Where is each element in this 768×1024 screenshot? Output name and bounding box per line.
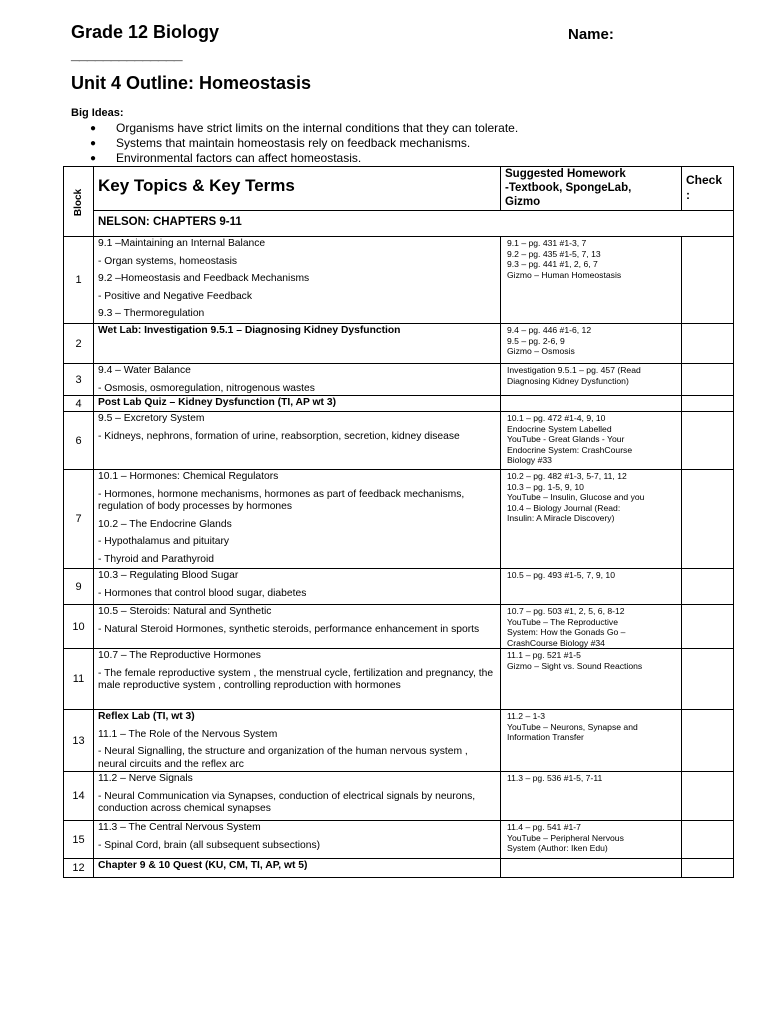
homework-line: YouTube – Peripheral Nervous	[507, 832, 624, 843]
check-cell[interactable]	[682, 396, 734, 412]
table-row	[64, 470, 734, 569]
homework-cell	[501, 605, 682, 649]
homework-line: Insulin: A Miracle Discovery)	[507, 513, 615, 523]
big-idea-item: ● Environmental factors can affect homeostasis.	[90, 151, 362, 165]
homework-line: YouTube - Great Glands - Your	[507, 434, 625, 444]
big-ideas-list	[71, 121, 518, 166]
unit-outline-table	[63, 166, 734, 878]
topic-line: - Kidneys, nephrons, formation of urine, reabsorption, secretion, kidney disease	[98, 430, 460, 442]
topics-cell	[94, 649, 501, 710]
block-number: 13	[64, 710, 94, 772]
chapters-heading: NELSON: CHAPTERS 9-11	[94, 211, 734, 237]
homework-line: Investigation 9.5.1 – pg. 457 (Read	[507, 365, 641, 375]
homework-line: 11.4 – pg. 541 #1-7	[507, 822, 581, 832]
homework-line: 9.4 – pg. 446 #1-6, 12	[507, 325, 592, 335]
topics-cell	[94, 605, 501, 649]
homework-line: 10.4 – Biology Journal (Read:	[507, 502, 621, 513]
table-row	[64, 772, 734, 821]
homework-line: 10.7 – pg. 503 #1, 2, 5, 6, 8-12	[507, 606, 625, 616]
check-cell[interactable]	[682, 649, 734, 710]
big-ideas-heading: Big Ideas:	[71, 107, 124, 119]
homework-cell	[501, 412, 682, 470]
table-row	[64, 396, 734, 412]
topics-cell	[94, 772, 501, 821]
table-row	[64, 821, 734, 859]
topic-line: - The female reproductive system , the menstrual cycle, fertilization and pregnancy, the male reproductive system , controlling reproduction with hormones	[98, 667, 494, 691]
block-number: 3	[64, 364, 94, 396]
topic-line: - Hormones that control blood sugar, diabetes	[98, 587, 307, 599]
check-cell[interactable]	[682, 772, 734, 821]
topic-line: 9.1 –Maintaining an Internal Balance	[98, 238, 266, 249]
topics-cell	[94, 710, 501, 772]
check-cell[interactable]	[682, 364, 734, 396]
block-number: 9	[64, 569, 94, 605]
block-number: 2	[64, 324, 94, 364]
topic-line: - Hypothalamus and pituitary	[98, 536, 230, 547]
chapters-row	[64, 211, 734, 237]
homework-line: 10.2 – pg. 482 #1-3, 5-7, 11, 12	[507, 471, 627, 481]
name-underline: ______________	[71, 46, 182, 63]
block-number: 14	[64, 772, 94, 821]
homework-line: YouTube – The Reproductive	[507, 616, 619, 627]
topics-cell	[94, 364, 501, 396]
topic-line: 11.3 – The Central Nervous System	[98, 822, 261, 833]
big-idea-item: ● Systems that maintain homeostasis rely on feedback mechanisms.	[90, 136, 471, 150]
block-number: 15	[64, 821, 94, 859]
homework-line: 9.3 – pg. 441 #1, 2, 6, 7	[507, 259, 598, 269]
homework-line: 9.1 – pg. 431 #1-3, 7	[507, 238, 587, 248]
homework-line: YouTube – Neurons, Synapse and	[507, 721, 638, 732]
homework-column-header: Suggested Homework -Textbook, SpongeLab, Gizmo	[501, 167, 682, 211]
check-cell[interactable]	[682, 569, 734, 605]
unit-title: Unit 4 Outline: Homeostasis	[71, 73, 312, 93]
topic-line: - Osmosis, osmoregulation, nitrogenous wastes	[98, 382, 315, 394]
table-row	[64, 649, 734, 710]
topics-cell	[94, 821, 501, 859]
block-number: 7	[64, 470, 94, 569]
homework-line: Gizmo – Osmosis	[507, 346, 575, 356]
block-number: 10	[64, 605, 94, 649]
homework-cell	[501, 470, 682, 569]
homework-cell	[501, 569, 682, 605]
block-number: 1	[64, 237, 94, 324]
course-title: Grade 12 Biology	[71, 22, 220, 42]
topic-line: - Organ systems, homeostasis	[98, 255, 238, 267]
homework-line: Endocrine System: CrashCourse	[507, 444, 633, 455]
check-cell[interactable]	[682, 605, 734, 649]
topic-line: 9.5 – Excretory System	[98, 413, 205, 424]
check-cell[interactable]	[682, 412, 734, 470]
topics-column-header: Key Topics & Key Terms	[94, 167, 501, 211]
homework-cell	[501, 364, 682, 396]
topic-line: Reflex Lab (TI, wt 3)	[98, 711, 195, 722]
homework-line: Gizmo – Human Homeostasis	[507, 269, 622, 280]
homework-cell	[501, 821, 682, 859]
homework-line: System: How the Gonads Go –	[507, 627, 626, 637]
topics-cell	[94, 396, 501, 412]
homework-line: 9.5 – pg. 2-6, 9	[507, 335, 565, 346]
check-cell[interactable]	[682, 821, 734, 859]
homework-line: Information Transfer	[507, 732, 584, 742]
bullet-icon: ●	[90, 153, 97, 164]
block-number: 6	[64, 412, 94, 470]
topic-line: 10.5 – Steroids: Natural and Synthetic	[98, 606, 272, 617]
block-number: 12	[64, 859, 94, 878]
table-row	[64, 324, 734, 364]
homework-line: Biology #33	[507, 455, 552, 465]
topic-line: - Thyroid and Parathyroid	[98, 553, 214, 565]
homework-line: Gizmo – Sight vs. Sound Reactions	[507, 660, 643, 671]
table-row	[64, 710, 734, 772]
homework-line: 10.5 – pg. 493 #1-5, 7, 9, 10	[507, 570, 615, 580]
topic-line: 10.3 – Regulating Blood Sugar	[98, 570, 239, 581]
homework-line: Diagnosing Kidney Dysfunction)	[507, 375, 629, 386]
topic-line: 9.2 –Homeostasis and Feedback Mechanisms	[98, 273, 310, 284]
homework-cell	[501, 324, 682, 364]
topic-line: - Positive and Negative Feedback	[98, 290, 252, 302]
topics-cell	[94, 569, 501, 605]
homework-cell	[501, 859, 682, 878]
topic-line: - Neural Signalling, the structure and organization of the human nervous system , neural circuits and the reflex arc	[98, 746, 468, 770]
homework-cell	[501, 649, 682, 710]
topic-line: Wet Lab: Investigation 9.5.1 – Diagnosing Kidney Dysfunction	[98, 325, 401, 336]
bullet-icon: ●	[90, 138, 97, 149]
table-header-row	[64, 167, 734, 211]
topic-line: 9.3 – Thermoregulation	[98, 308, 205, 319]
homework-line: YouTube – Insulin, Glucose and you	[507, 492, 645, 502]
table-row	[64, 605, 734, 649]
homework-cell	[501, 772, 682, 821]
homework-line: 9.2 – pg. 435 #1-5, 7, 13	[507, 248, 601, 259]
check-cell[interactable]	[682, 237, 734, 324]
topic-line: 10.7 – The Reproductive Hormones	[98, 650, 261, 661]
homework-cell	[501, 396, 682, 412]
table-row	[64, 237, 734, 324]
topics-cell	[94, 859, 501, 878]
block-number: 11	[64, 649, 94, 710]
topic-line: 11.1 – The Role of the Nervous System	[98, 728, 278, 740]
check-cell[interactable]	[682, 324, 734, 364]
homework-cell	[501, 710, 682, 772]
table-row	[64, 364, 734, 396]
homework-line: 11.3 – pg. 536 #1-5, 7-11	[507, 773, 603, 783]
table-row	[64, 859, 734, 878]
topics-cell	[94, 237, 501, 324]
homework-line: CrashCourse Biology #34	[507, 637, 605, 648]
topic-line: - Hormones, hormone mechanisms, hormones as part of feedback mechanisms, regulation of body processes by hormones	[98, 488, 465, 512]
topic-line: 10.1 – Hormones: Chemical Regulators	[98, 471, 279, 482]
block-column-header: Block	[64, 167, 94, 237]
topics-cell	[94, 324, 501, 364]
topic-line: Post Lab Quiz – Kidney Dysfunction (TI, AP wt 3)	[98, 397, 336, 408]
homework-cell	[501, 237, 682, 324]
topic-line: - Natural Steroid Hormones, synthetic steroids, performance enhancement in sports	[98, 623, 480, 635]
topic-line: Chapter 9 & 10 Quest (KU, CM, TI, AP, wt 5)	[98, 860, 308, 871]
topics-cell	[94, 412, 501, 470]
bullet-icon: ●	[90, 123, 97, 134]
big-idea-item: ● Organisms have strict limits on the internal conditions that they can tolerate.	[90, 121, 519, 135]
homework-line: System (Author: Iken Edu)	[507, 843, 608, 853]
table-row	[64, 569, 734, 605]
homework-line: 11.2 – 1-3	[507, 711, 546, 721]
homework-line: 10.1 – pg. 472 #1-4, 9, 10	[507, 413, 606, 423]
table-row	[64, 412, 734, 470]
block-number: 4	[64, 396, 94, 412]
homework-line: 11.1 – pg. 521 #1-5	[507, 650, 581, 660]
topic-line: - Spinal Cord, brain (all subsequent subsections)	[98, 839, 321, 851]
topic-line: 10.2 – The Endocrine Glands	[98, 518, 232, 530]
topic-line: 9.4 – Water Balance	[98, 365, 191, 376]
topic-line: 11.2 – Nerve Signals	[98, 773, 193, 784]
homework-line: 10.3 – pg. 1-5, 9, 10	[507, 481, 584, 492]
topic-line: - Neural Communication via Synapses, conduction of electrical signals by neurons, conduction across chemical synapses	[98, 790, 476, 814]
check-cell[interactable]	[682, 470, 734, 569]
homework-line: Endocrine System Labelled	[507, 423, 612, 434]
check-cell[interactable]	[682, 859, 734, 878]
check-column-header: Check :	[682, 167, 734, 211]
check-cell[interactable]	[682, 710, 734, 772]
topics-cell	[94, 470, 501, 569]
name-label: Name:	[568, 26, 614, 43]
